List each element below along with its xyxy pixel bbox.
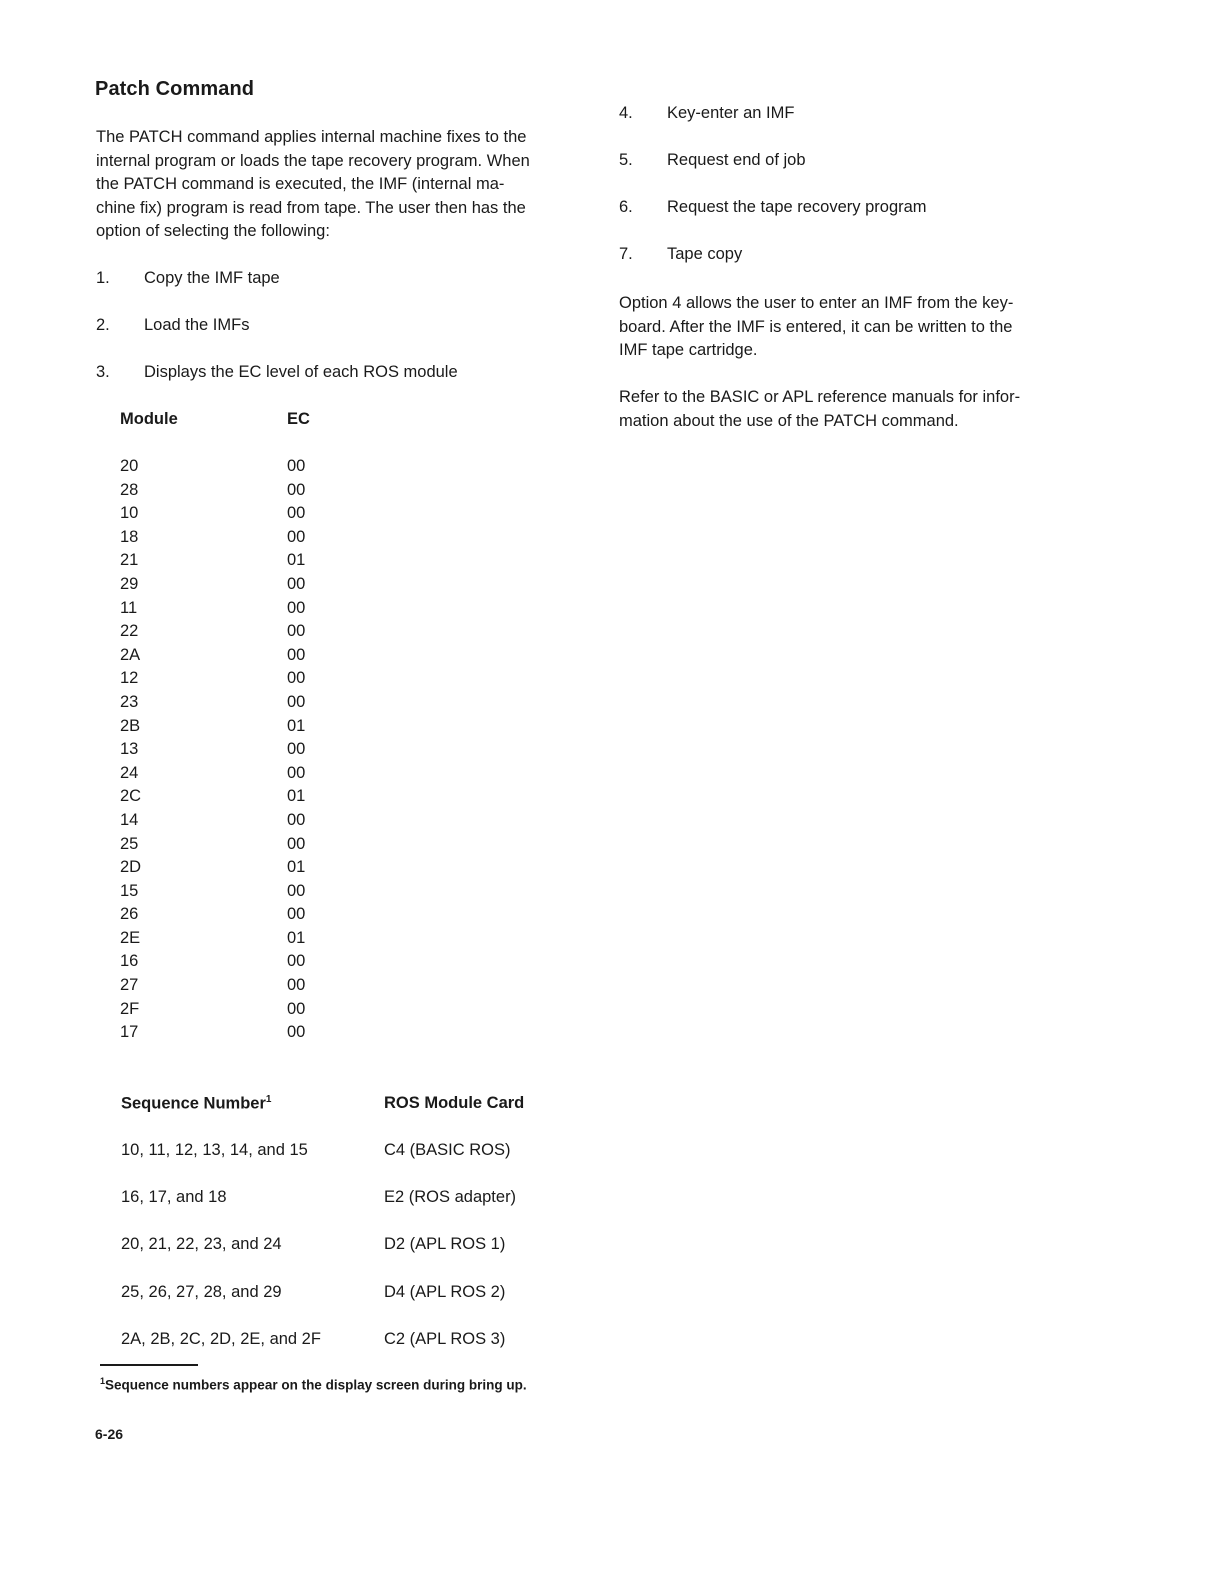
option-item-4 [619,104,794,123]
module-cell: 27 [120,976,139,995]
module-cell: 2E [120,928,141,947]
ros-module-card-cell: C2 (APL ROS 3) [384,1329,506,1348]
option-number: 4. [619,104,633,122]
reference-paragraph [619,386,1089,433]
ros-module-card-cell: D2 (APL ROS 1) [384,1235,506,1254]
option-number: 5. [619,151,633,169]
ec-cell: 00 [287,740,306,759]
paragraph-line: board. After the IMF is entered, it can be written to the [619,317,1013,336]
sequence-number-cell: 16, 17, and 18 [121,1188,227,1207]
intro-line: chine fix) program is read from tape. The user then has the [96,198,526,217]
option-item-3 [96,363,458,382]
module-cell: 23 [120,692,139,711]
module-cell: 2A [120,645,141,664]
module-cell: 29 [120,574,139,593]
option-item-7 [619,245,742,264]
paragraph-line: mation about the use of the PATCH command. [619,411,959,430]
ec-cell: 00 [287,622,306,641]
paragraph-line: Option 4 allows the user to enter an IMF from the key- [619,294,1014,312]
paragraph-line: Refer to the BASIC or APL reference manuals for infor- [619,388,1021,406]
option-item-6 [619,198,927,217]
option4-paragraph [619,292,1089,363]
option-text: Load the IMFs [144,316,250,334]
ec-cell: 00 [287,1023,306,1042]
ec-cell: 00 [287,952,306,971]
ec-cell: 00 [287,999,306,1018]
page-number: 6-26 [95,1426,124,1442]
ros-module-card-cell: E2 (ROS adapter) [384,1188,517,1207]
module-cell: 28 [120,480,139,499]
module-cell: 2F [120,999,140,1018]
intro-line: the PATCH command is executed, the IMF (internal ma- [96,175,505,194]
ec-cell: 00 [287,905,306,924]
footnote-text: Sequence numbers appear on the display screen during bring up. [105,1377,527,1393]
option-number: 1. [96,269,110,287]
ec-column-header: EC [287,410,310,428]
ec-cell: 01 [287,928,306,947]
ec-cell: 00 [287,527,306,546]
ec-cell: 00 [287,976,306,995]
module-cell: 22 [120,622,139,641]
module-cell: 13 [120,740,139,759]
module-cell: 10 [120,504,139,523]
ec-cell: 00 [287,763,306,782]
option-number: 3. [96,363,110,381]
footnote-number: 1 [100,1376,106,1386]
module-cell: 14 [120,810,139,829]
option-text: Tape copy [667,245,743,263]
option-text: Key-enter an IMF [667,104,795,122]
ec-cell: 00 [287,598,306,617]
module-cell: 18 [120,527,139,546]
ec-cell: 01 [287,551,306,570]
intro-paragraph [96,126,586,244]
footnote-divider [100,1364,198,1366]
option-item-5 [619,151,806,170]
option-item-2 [96,316,249,335]
module-cell: 21 [120,551,139,570]
module-cell: 25 [120,834,139,853]
sequence-number-header [121,1094,271,1114]
footnote-marker: 1 [265,1094,272,1105]
option-text: Request end of job [667,151,806,169]
sequence-number-cell: 20, 21, 22, 23, and 24 [121,1235,282,1254]
module-cell: 2C [120,787,142,806]
ec-cell: 00 [287,669,306,688]
option-text: Copy the IMF tape [144,269,280,287]
ec-cell: 01 [287,716,306,735]
module-column-header: Module [120,410,178,428]
sequence-number-cell: 25, 26, 27, 28, and 29 [121,1282,282,1301]
module-cell: 2B [120,716,141,735]
module-cell: 17 [120,1023,139,1042]
option-text: Request the tape recovery program [667,198,927,216]
option-item-1 [96,269,280,288]
ec-cell: 01 [287,858,306,877]
ec-cell: 00 [287,457,306,475]
sequence-number-cell: 10, 11, 12, 13, 14, and 15 [121,1141,308,1159]
module-cell: 12 [120,669,139,688]
ec-cell: 00 [287,692,306,711]
ec-cell: 00 [287,834,306,853]
ros-module-card-cell: D4 (APL ROS 2) [384,1282,506,1301]
intro-line: internal program or loads the tape recovery program. When [96,151,530,170]
intro-line: option of selecting the following: [96,222,330,241]
sequence-number-cell: 2A, 2B, 2C, 2D, 2E, and 2F [121,1329,321,1348]
module-cell: 24 [120,763,139,782]
ec-cell: 00 [287,881,306,900]
ros-module-card-cell: C4 (BASIC ROS) [384,1141,511,1159]
ec-cell: 00 [287,480,306,499]
module-cell: 26 [120,905,139,924]
sequence-number-header-text: Sequence Number [121,1094,266,1113]
module-cell: 11 [120,598,138,617]
option-text: Displays the EC level of each ROS module [144,363,458,381]
section-heading: Patch Command [95,78,255,100]
ros-module-card-header: ROS Module Card [384,1094,525,1112]
option-number: 2. [96,316,110,334]
ec-cell: 00 [287,645,306,664]
option-number: 7. [619,245,633,263]
ec-cell: 00 [287,810,306,829]
option-number: 6. [619,198,633,216]
module-cell: 15 [120,881,139,900]
module-cell: 16 [120,952,139,971]
footnote [100,1376,527,1393]
paragraph-line: IMF tape cartridge. [619,341,758,360]
module-cell: 20 [120,457,139,475]
intro-line: The PATCH command applies internal machine fixes to the [96,128,527,146]
ec-cell: 00 [287,504,306,523]
ec-cell: 01 [287,787,306,806]
module-cell: 2D [120,858,142,877]
ec-cell: 00 [287,574,306,593]
